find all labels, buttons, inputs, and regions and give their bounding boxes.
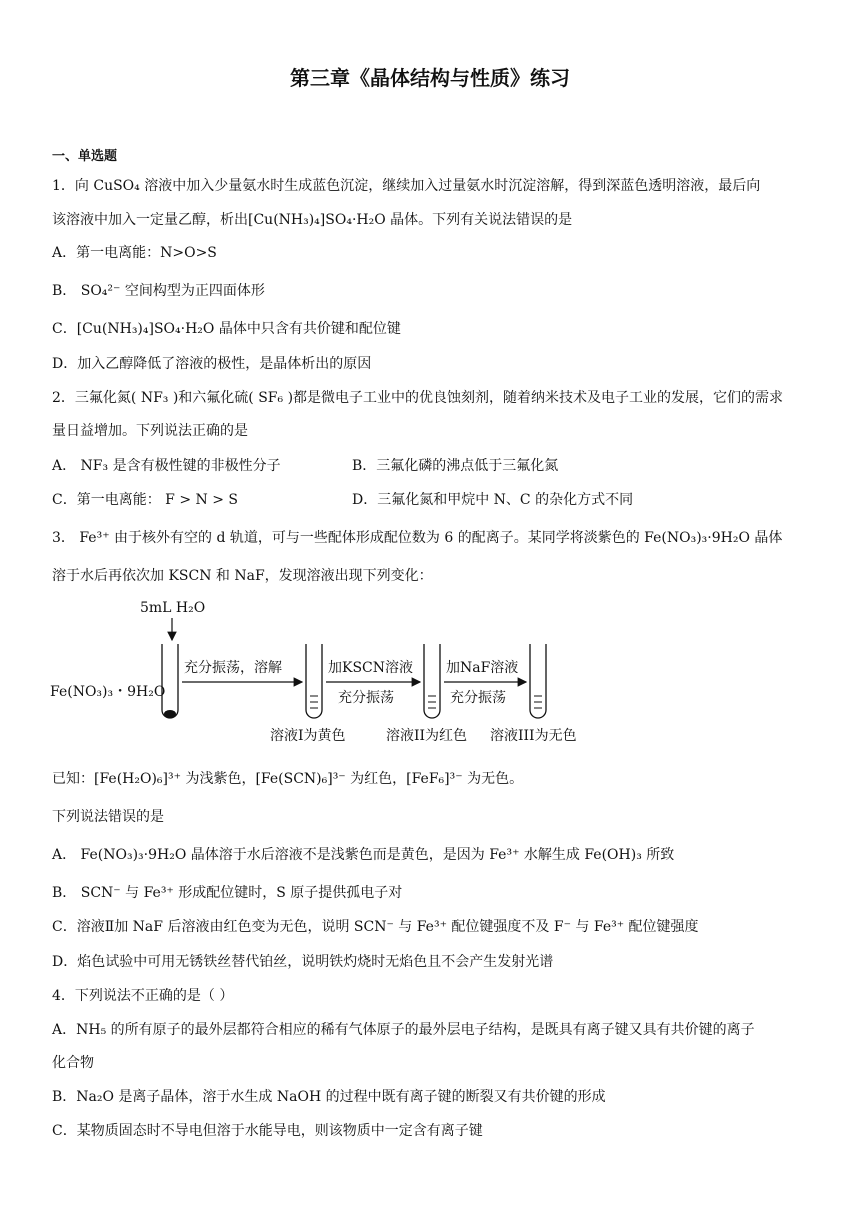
q4-option-b: B．Na₂O 是离子晶体，溶于水生成 NaOH 的过程中既有离子键的断裂又有共价键的形成 xyxy=(52,1089,606,1105)
q3-stem-line1: 3． Fe³⁺ 由于核外有空的 d 轨道，可与一些配体形成配位数为 6 的配离子。某同学将淡紫色的 Fe(NO₃)₃·9H₂O 晶体 xyxy=(52,530,783,546)
experiment-diagram xyxy=(48,592,608,752)
q4-option-a-line1: A．NH₅ 的所有原子的最外层都符合相应的稀有气体原子的最外层电子结构，是既具有离子键又具有共价键的离子 xyxy=(52,1022,755,1038)
q1-option-d: D．加入乙醇降低了溶液的极性，是晶体析出的原因 xyxy=(52,356,372,372)
step3-label-bottom: 充分振荡 xyxy=(450,690,506,706)
q2-option-a: A． NF₃ 是含有极性键的非极性分子 xyxy=(52,458,281,474)
q2-stem-line2: 量日益增加。下列说法正确的是 xyxy=(52,423,248,439)
q2-stem-line1: 2．三氟化氮( NF₃ )和六氟化硫( SF₆ )都是微电子工业中的优良蚀刻剂，随着纳米技术及电子工业的发展，它们的需求 xyxy=(52,390,784,406)
q1-stem-line2: 该溶液中加入一定量乙醇，析出[Cu(NH₃)₄]SO₄·H₂O 晶体。下列有关说法错误的是 xyxy=(52,212,573,228)
q1-option-b: B． SO₄²⁻ 空间构型为正四面体形 xyxy=(52,283,265,299)
step2-label-top: 加KSCN溶液 xyxy=(328,660,414,676)
q4-stem: 4．下列说法不正确的是（ ） xyxy=(52,988,234,1004)
q3-stem-line2: 溶于水后再依次加 KSCN 和 NaF，发现溶液出现下列变化： xyxy=(52,568,433,584)
q1-option-a: A．第一电离能：N>O>S xyxy=(52,245,217,261)
step2-label-bottom: 充分振荡 xyxy=(338,690,394,706)
q3-prompt: 下列说法错误的是 xyxy=(52,809,164,825)
q3-known: 已知：[Fe(H₂O)₆]³⁺ 为浅紫色，[Fe(SCN)₆]³⁻ 为红色，[FeF₆]³⁻ 为无色。 xyxy=(52,771,524,787)
page-title: 第三章《晶体结构与性质》练习 xyxy=(290,66,570,90)
q4-option-a-line2: 化合物 xyxy=(52,1055,94,1071)
test-tube-1 xyxy=(162,644,178,718)
step3-label-top: 加NaF溶液 xyxy=(446,660,519,676)
q4-option-c: C．某物质固态时不导电但溶于水能导电，则该物质中一定含有离子键 xyxy=(52,1123,483,1139)
q1-option-c: C．[Cu(NH₃)₄]SO₄·H₂O 晶体中只含有共价键和配位键 xyxy=(52,321,401,337)
q3-option-a: A． Fe(NO₃)₃·9H₂O 晶体溶于水后溶液不是浅紫色而是黄色，是因为 Fe³⁺ 水解生成 Fe(OH)₃ 所致 xyxy=(52,847,675,863)
solution-3-label: 溶液III为无色 xyxy=(490,728,577,744)
water-label: 5mL H₂O xyxy=(140,600,206,616)
section-heading: 一、单选题 xyxy=(52,149,118,164)
q3-option-c: C．溶液Ⅱ加 NaF 后溶液由红色变为无色，说明 SCN⁻ 与 Fe³⁺ 配位键强度不及 F⁻ 与 Fe³⁺ 配位键强度 xyxy=(52,919,699,935)
q1-stem-line1: 1．向 CuSO₄ 溶液中加入少量氨水时生成蓝色沉淀，继续加入过量氨水时沉淀溶解，得到深蓝色透明溶液，最后向 xyxy=(52,178,761,194)
solution-1-label: 溶液I为黄色 xyxy=(270,728,346,744)
q2-option-b: B．三氟化磷的沸点低于三氟化氮 xyxy=(352,458,559,474)
q2-option-c: C．第一电离能： F > N > S xyxy=(52,492,238,508)
q3-option-b: B． SCN⁻ 与 Fe³⁺ 形成配位键时，S 原子提供孤电子对 xyxy=(52,885,403,901)
test-tube-4 xyxy=(530,644,546,718)
test-tube-2 xyxy=(306,644,322,718)
step1-label: 充分振荡，溶解 xyxy=(184,660,282,676)
solid-label: Fe(NO₃)₃・9H₂O xyxy=(50,684,166,700)
test-tube-3 xyxy=(424,644,440,718)
q2-option-d: D．三氟化氮和甲烷中 N、C 的杂化方式不同 xyxy=(352,492,634,508)
solution-2-label: 溶液II为红色 xyxy=(386,728,468,744)
q3-option-d: D．焰色试验中可用无锈铁丝替代铂丝，说明铁灼烧时无焰色且不会产生发射光谱 xyxy=(52,954,554,970)
